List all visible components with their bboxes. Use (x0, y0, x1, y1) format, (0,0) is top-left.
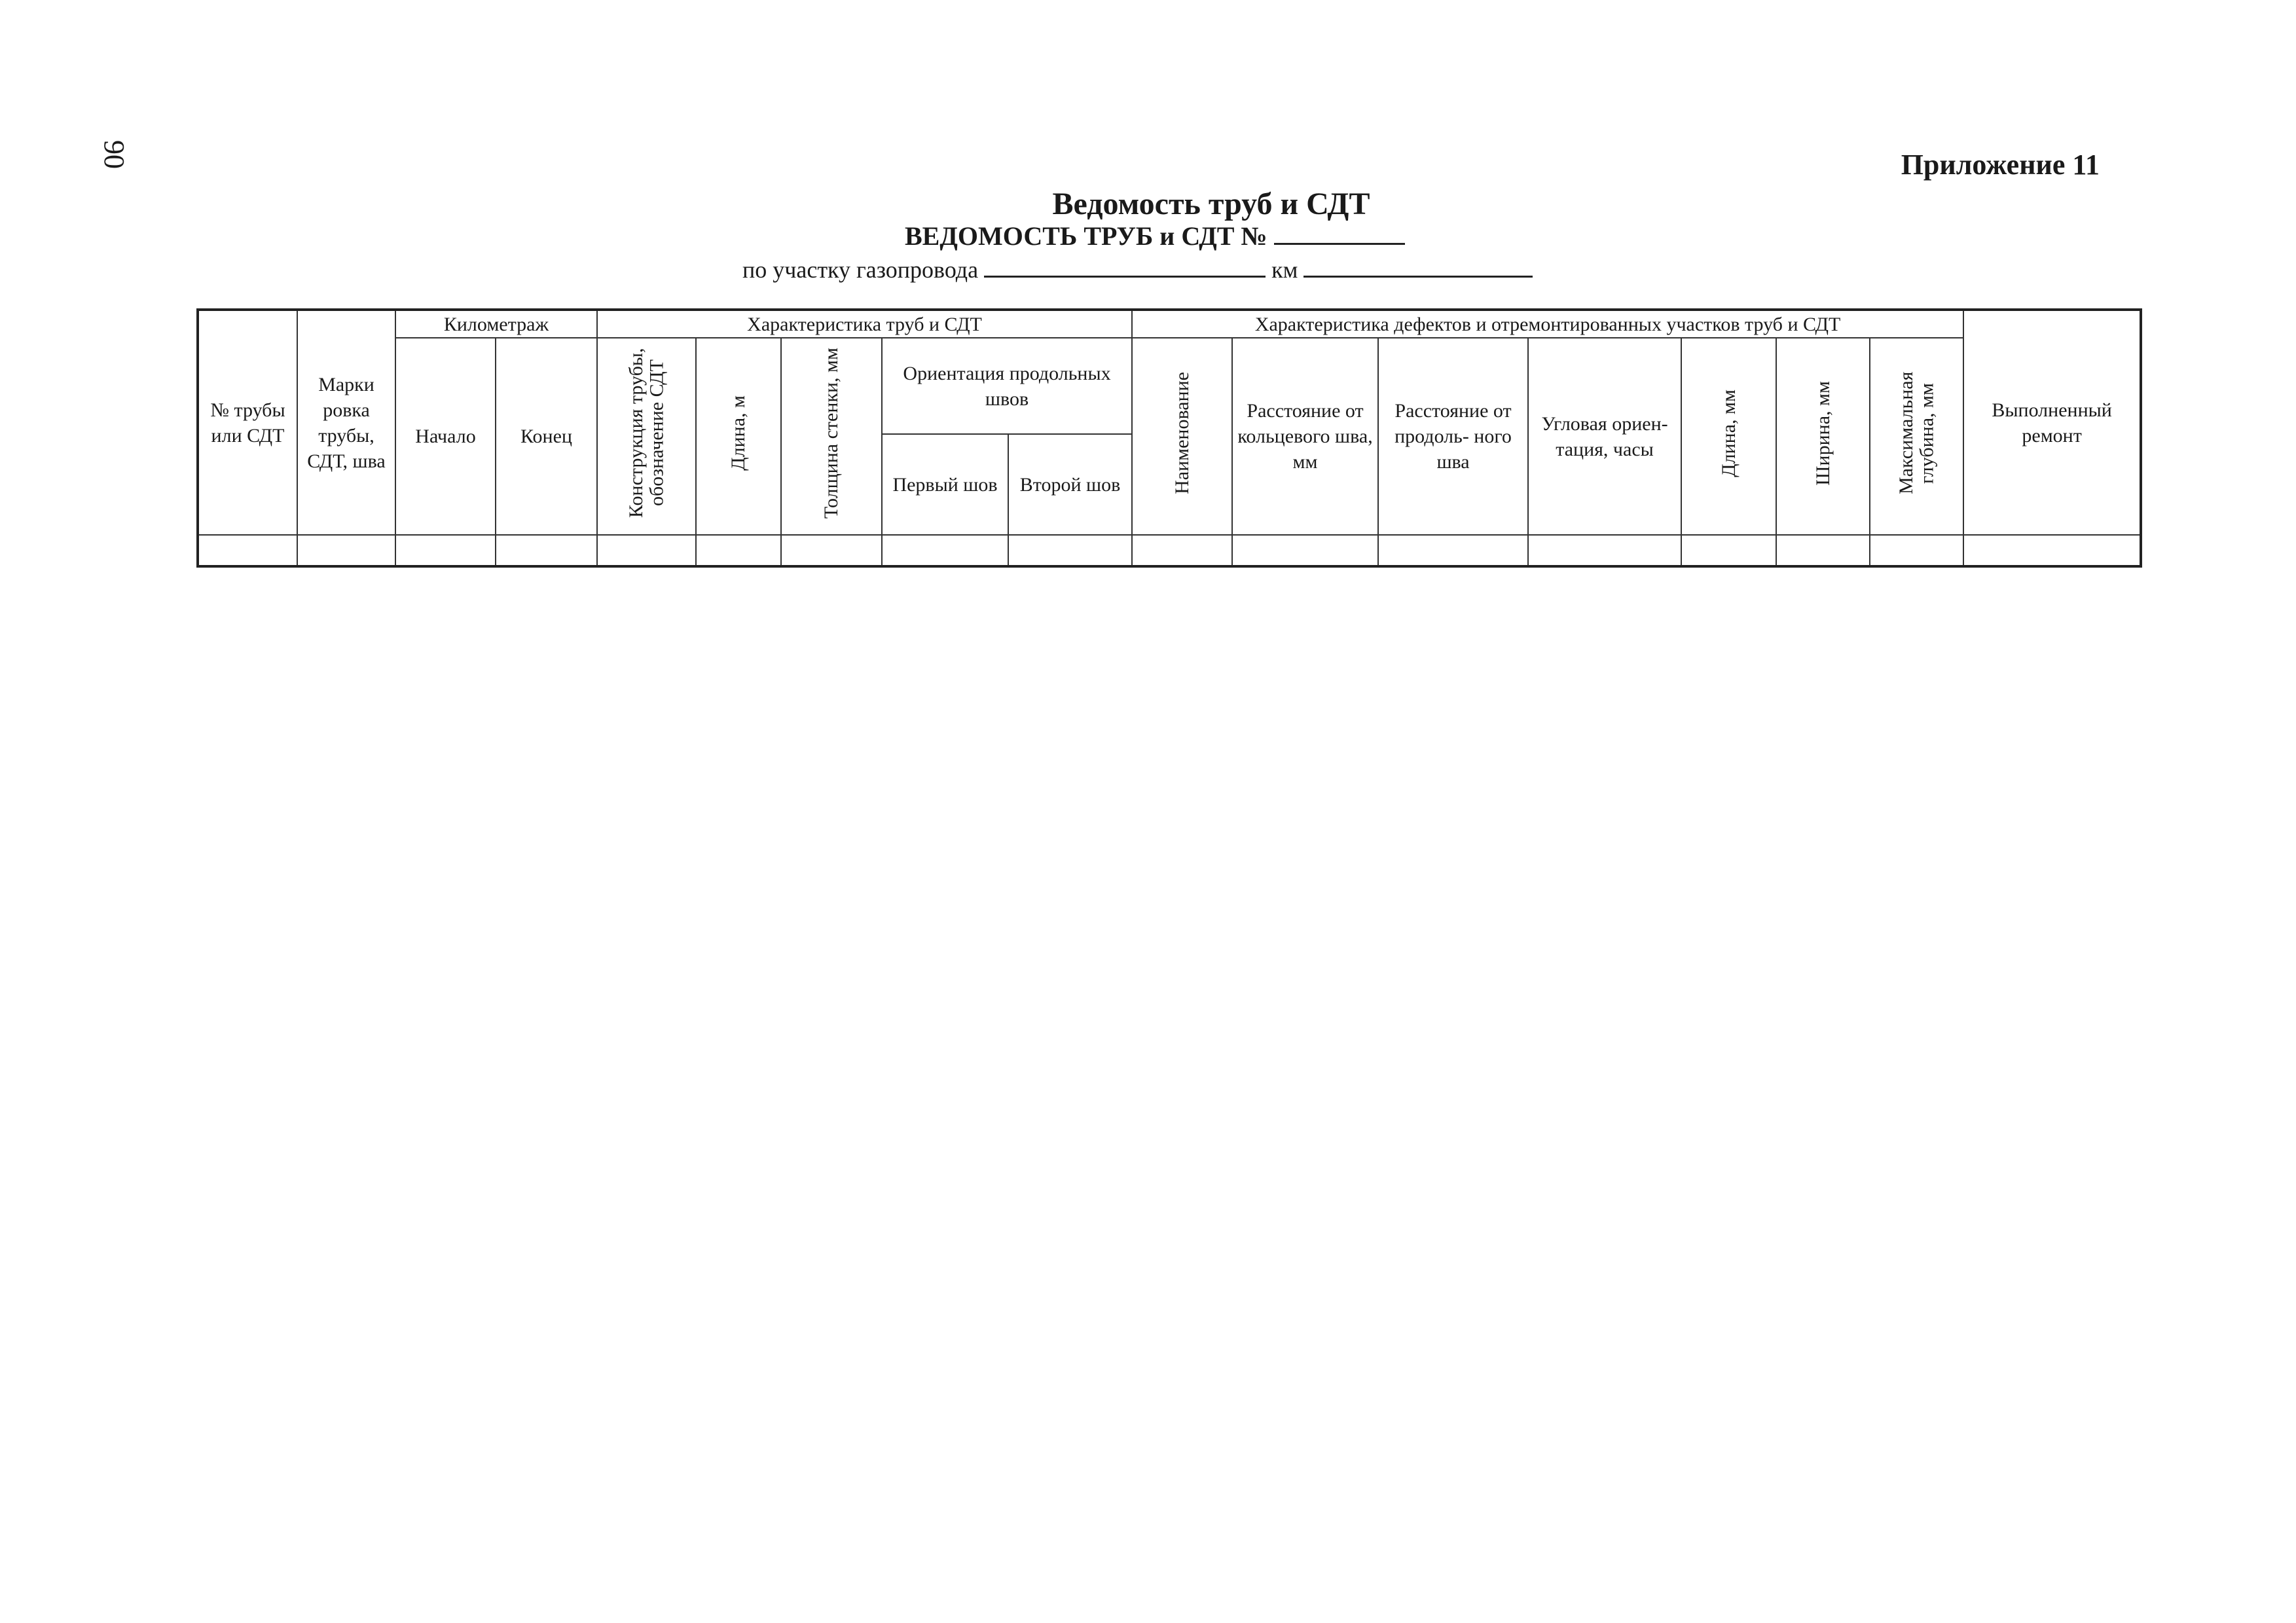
blank-entry-row (198, 535, 2141, 566)
km-blank (1303, 256, 1533, 278)
header-dist-ring: Расстояние от кольцевого шва, мм (1232, 338, 1378, 535)
entry-cell[interactable] (781, 535, 882, 566)
section-line (742, 256, 1533, 283)
km-label: км (1271, 257, 1298, 283)
page-number: 90 (98, 140, 130, 169)
section-label: по участку газопровода (742, 257, 979, 283)
form-subtitle (905, 221, 1405, 251)
header-width-mm-cell (1776, 338, 1870, 535)
entry-cell[interactable] (198, 535, 297, 566)
header-chainage: Километраж (395, 310, 597, 338)
entry-cell[interactable] (1132, 535, 1232, 566)
header-length-mm-cell (1681, 338, 1776, 535)
number-blank (1274, 223, 1405, 245)
entry-cell[interactable] (496, 535, 597, 566)
entry-cell[interactable] (1008, 535, 1132, 566)
entry-cell[interactable] (882, 535, 1008, 566)
header-pipe-characteristics: Характеристика труб и СДТ (597, 310, 1132, 338)
entry-cell[interactable] (1870, 535, 1963, 566)
pipe-register-table (196, 308, 2142, 568)
entry-cell[interactable] (1681, 535, 1776, 566)
header-defect-characteristics: Характеристика дефектов и отремонтированных участков труб и СДТ (1132, 310, 1963, 338)
header-angular: Угловая ориен- тация, часы (1528, 338, 1681, 535)
header-name: Наименование (1171, 372, 1193, 494)
header-design: Конструкция трубы, обозначение СДТ (625, 348, 668, 519)
entry-cell[interactable] (1378, 535, 1528, 566)
section-blank (984, 256, 1266, 278)
header-first-seam: Первый шов (882, 434, 1008, 535)
appendix-label: Приложение 11 (1901, 149, 2100, 181)
header-end: Конец (496, 338, 597, 535)
header-pipe-no: № трубы или СДТ (198, 310, 297, 535)
header-design-cell (597, 338, 696, 535)
header-seam-orientation: Ориентация продольных швов (882, 338, 1132, 434)
header-marking: Марки ровка трубы, СДТ, шва (297, 310, 395, 535)
entry-cell[interactable] (1232, 535, 1378, 566)
entry-cell[interactable] (395, 535, 496, 566)
header-length-m-cell (696, 338, 781, 535)
header-length-m: Длина, м (727, 395, 750, 471)
header-dist-long: Расстояние от продоль- ного шва (1378, 338, 1528, 535)
header-start: Начало (395, 338, 496, 535)
entry-cell[interactable] (297, 535, 395, 566)
subtitle-text: ВЕДОМОСТЬ ТРУБ и СДТ № (905, 221, 1267, 251)
header-name-cell (1132, 338, 1232, 535)
header-wall-cell (781, 338, 882, 535)
header-wall-thickness: Толщина стенки, мм (820, 347, 843, 519)
header-length-mm: Длина, мм (1717, 389, 1740, 477)
header-width-mm: Ширина, мм (1812, 380, 1834, 486)
entry-cell[interactable] (696, 535, 781, 566)
header-repair: Выполненный ремонт (1963, 310, 2141, 535)
entry-cell[interactable] (1528, 535, 1681, 566)
entry-cell[interactable] (1963, 535, 2141, 566)
header-max-depth-cell (1870, 338, 1963, 535)
header-max-depth: Максимальная глубина, мм (1895, 371, 1938, 495)
entry-cell[interactable] (1776, 535, 1870, 566)
header-second-seam: Второй шов (1008, 434, 1132, 535)
document-title: Ведомость труб и СДТ (1052, 187, 1370, 221)
entry-cell[interactable] (597, 535, 696, 566)
